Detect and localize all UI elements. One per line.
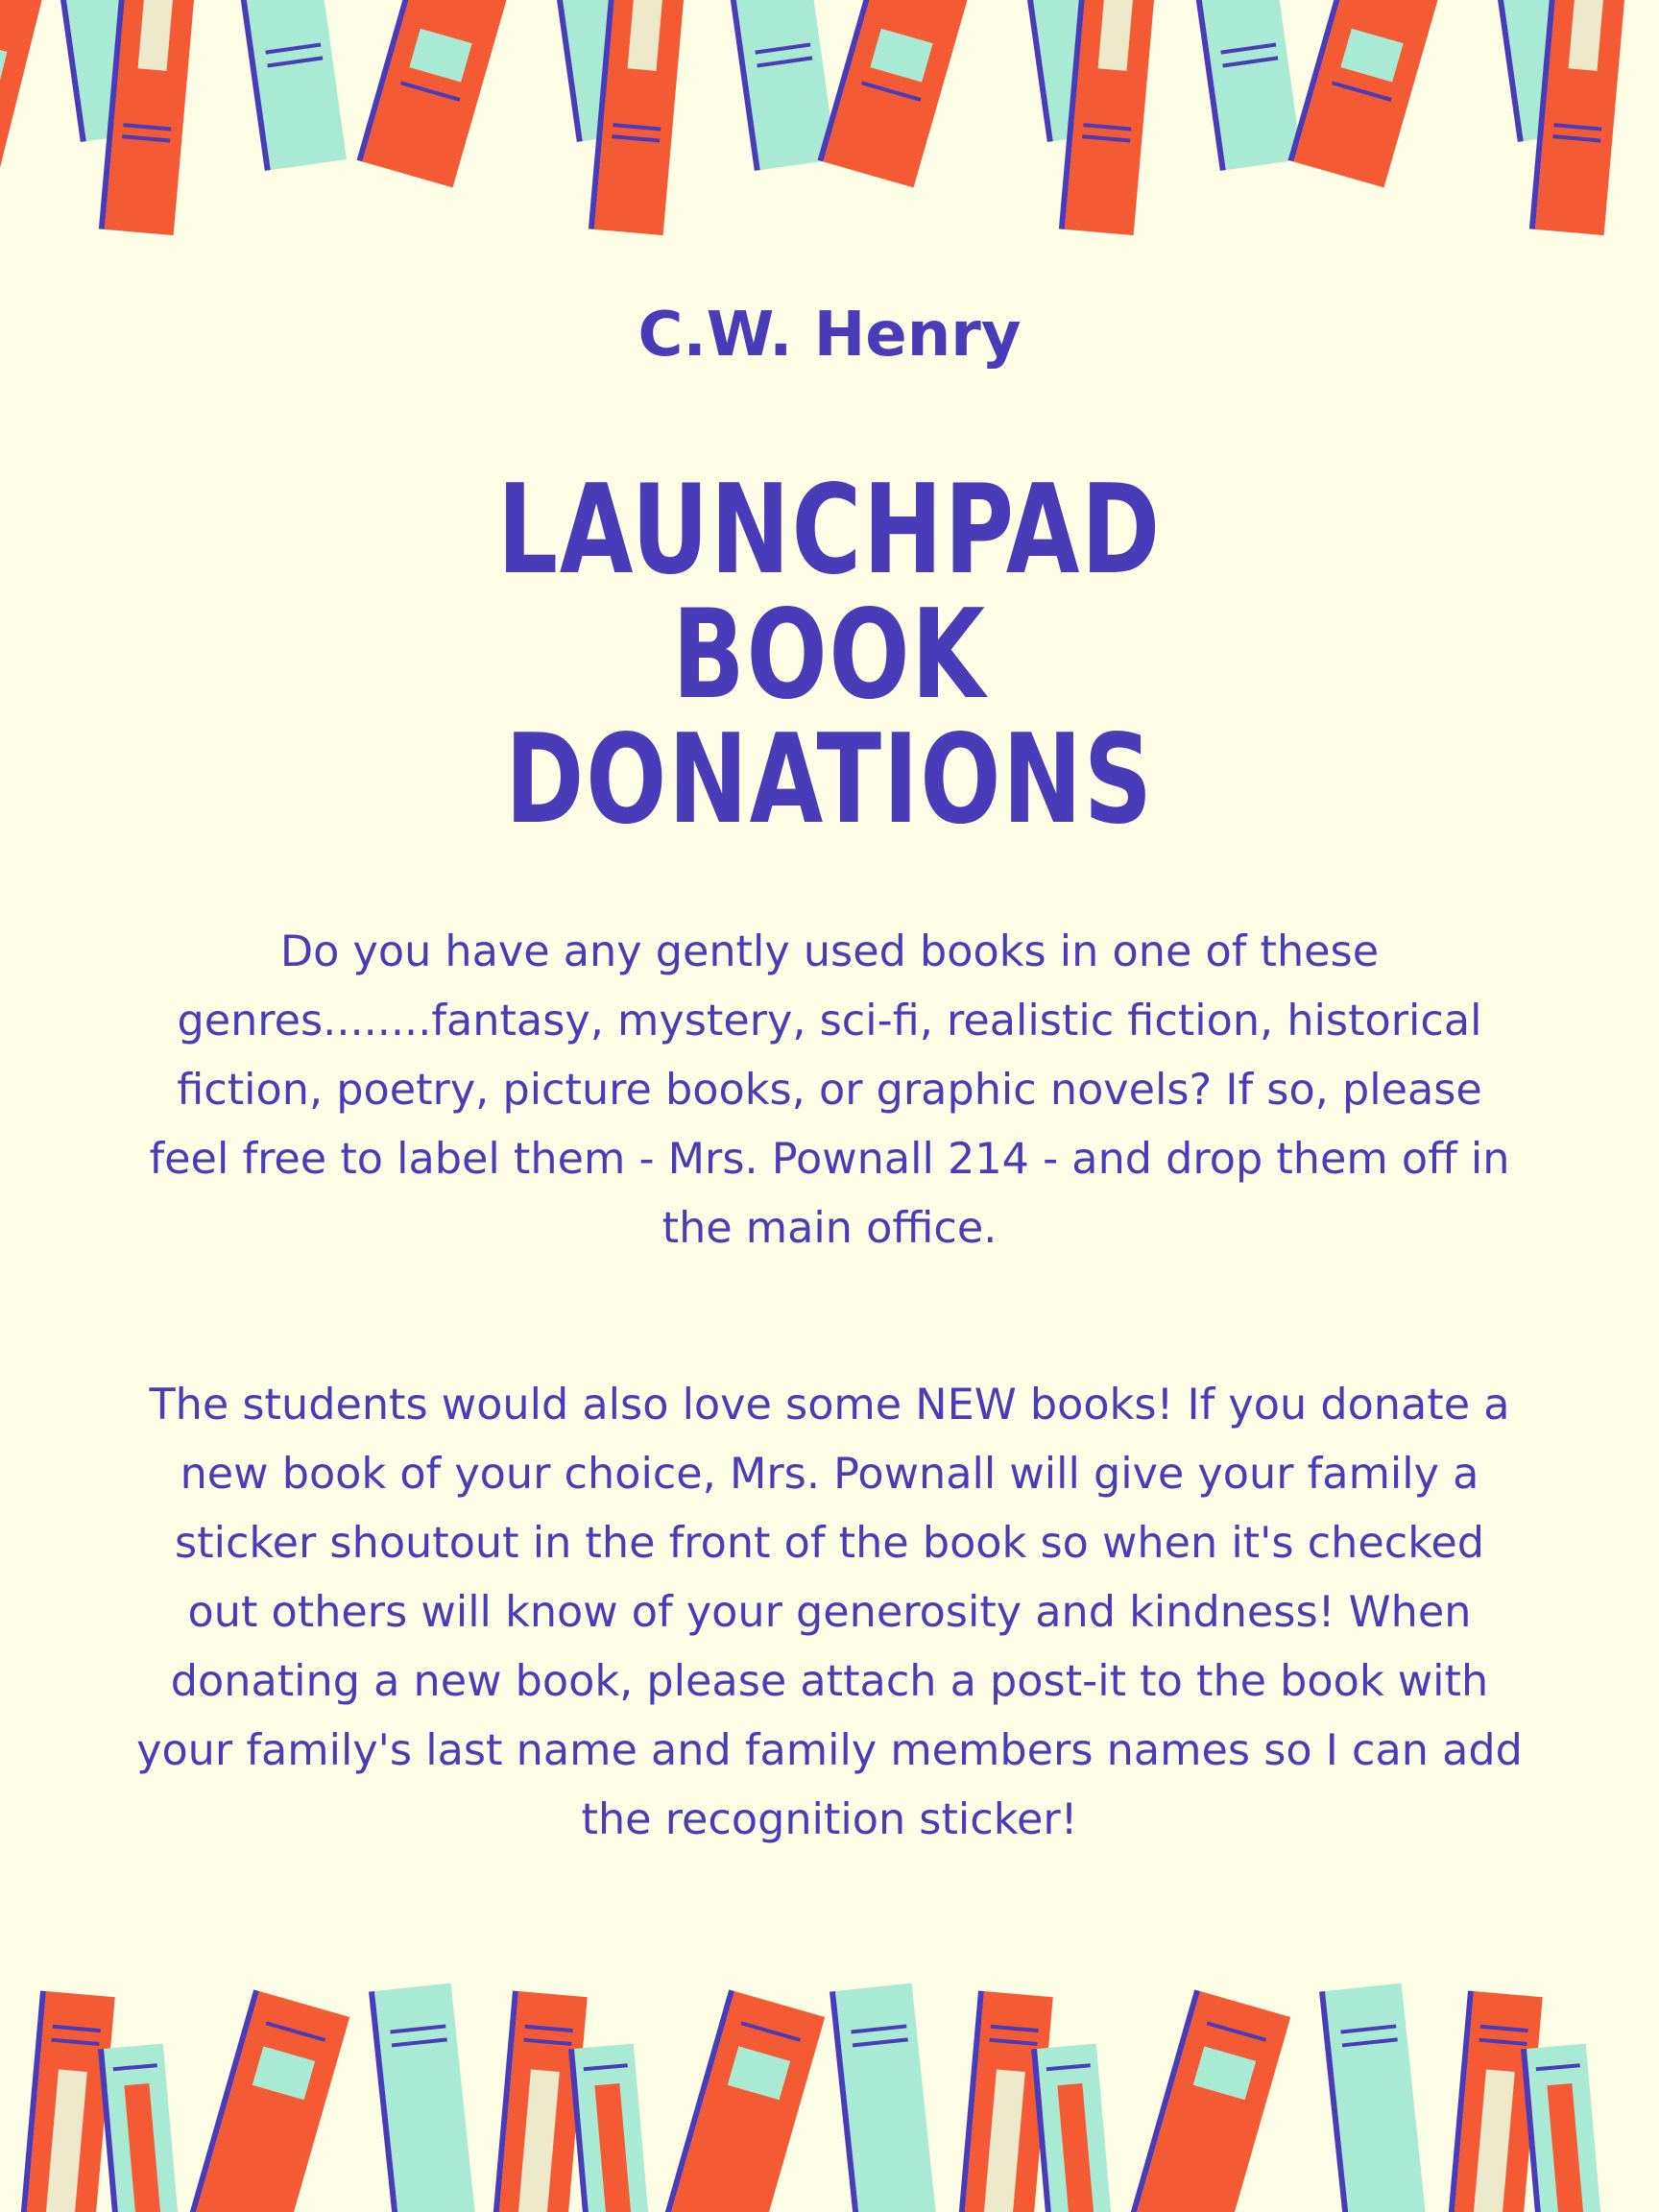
paragraph-used-books: Do you have any gently used books in one of these genres........fantasy, mystery, sci-fi, realistic fiction, historical fiction, poetry, picture books, or graphic novels? If so, please feel free to label them - Mrs. Pownall 214 - and drop them off in the main office.	[149, 927, 1510, 1253]
school-name: C.W. Henry	[637, 300, 1022, 371]
bottom-book-border	[0, 1962, 1659, 2212]
title-line-2: BOOK	[672, 584, 987, 727]
flyer-title	[116, 459, 1543, 852]
paragraph-new-books: The students would also love some NEW books! If you donate a new book of your choice, Mrs. Pownall will give your family a sticker shoutout in the front of the book so when it's checked out others will know of your generosity and kindness! When donating a new book, please attach a post-it to the book with your family's last name and family members names so I can add the recognition sticker!	[136, 1381, 1523, 1844]
title-line-3: DONATIONS	[505, 709, 1154, 852]
title-line-1: LAUNCHPAD	[496, 459, 1163, 602]
